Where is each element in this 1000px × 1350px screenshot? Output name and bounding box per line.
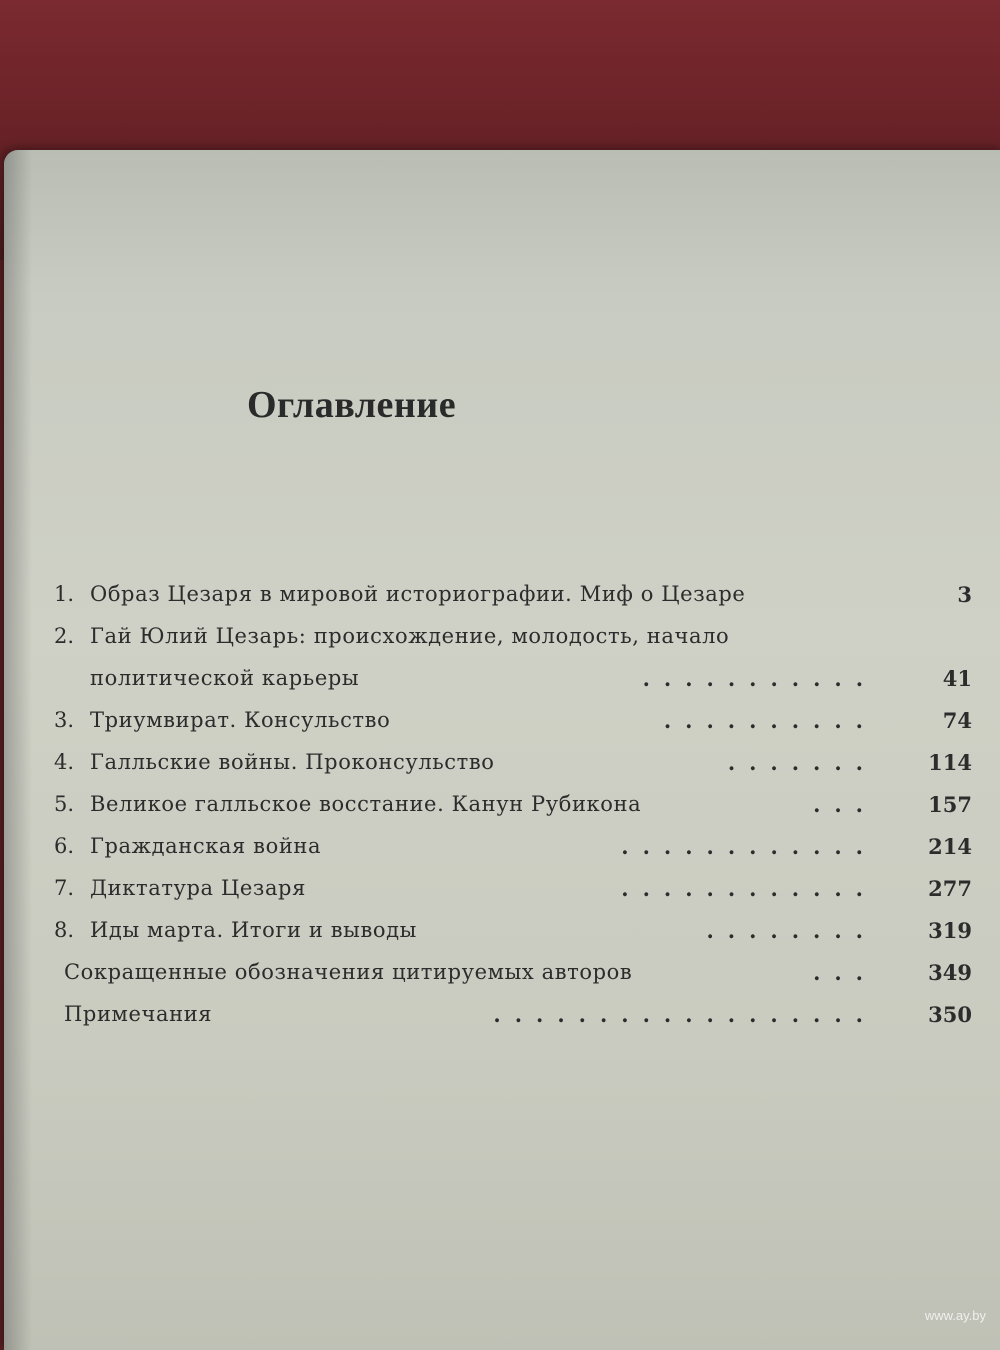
entry-title-continued: политической карьеры [90, 666, 360, 690]
entry-title: Образ Цезаря в мировой историографии. Миф о Цезаре [90, 582, 746, 606]
dot-leader: ............ [621, 876, 877, 901]
entry-number: 6. [54, 834, 75, 858]
dot-leader: ........... [642, 666, 877, 691]
entry-page: 349 [928, 960, 972, 985]
toc-entry-2 [54, 622, 972, 706]
toc-entry-notes [54, 1000, 972, 1042]
entry-title: Гражданская война [90, 834, 322, 858]
entry-title: Иды марта. Итоги и выводы [90, 918, 417, 942]
entry-number: 5. [54, 792, 75, 816]
toc-entry-3 [54, 706, 972, 748]
toc-entry-6 [54, 832, 972, 874]
dot-leader: ....... [727, 750, 877, 775]
toc-entry-7 [54, 874, 972, 916]
entry-page: 350 [928, 1002, 972, 1027]
entry-number: 7. [54, 876, 75, 900]
toc-entry-4 [54, 748, 972, 790]
entry-page: 41 [942, 666, 972, 691]
table-of-contents [54, 580, 972, 1042]
entry-number: 4. [54, 750, 75, 774]
entry-title: Триумвират. Консульство [90, 708, 391, 732]
entry-page: 277 [928, 876, 972, 901]
entry-number: 8. [54, 918, 75, 942]
dot-leader: ... [813, 792, 877, 817]
toc-entry-8 [54, 916, 972, 958]
entry-title: Галльские войны. Проконсульство [90, 750, 495, 774]
dot-leader: .................. [493, 1002, 877, 1027]
entry-page: 74 [942, 708, 972, 733]
book-page [4, 150, 1000, 1350]
entry-page: 214 [928, 834, 972, 859]
entry-title: Великое галльское восстание. Канун Рубикона [90, 792, 642, 816]
entry-page: 319 [928, 918, 972, 943]
entry-title: Примечания [64, 1002, 213, 1026]
entry-number: 1. [54, 582, 75, 606]
entry-page: 3 [957, 582, 972, 607]
entry-page: 157 [928, 792, 972, 817]
toc-entry-1 [54, 580, 972, 622]
entry-title: Диктатура Цезаря [90, 876, 306, 900]
dot-leader: ............ [621, 834, 877, 859]
entry-number: 2. [54, 624, 75, 648]
site-watermark: www.ay.by [924, 1308, 986, 1323]
entry-title: Гай Юлий Цезарь: происхождение, молодость, начало [90, 624, 730, 648]
entry-page: 114 [928, 750, 972, 775]
dot-leader: ........ [706, 918, 877, 943]
dot-leader: .......... [663, 708, 877, 733]
toc-entry-abbreviations [54, 958, 972, 1000]
entry-number: 3. [54, 708, 75, 732]
entry-title: Сокращенные обозначения цитируемых авторов [64, 960, 633, 984]
dot-leader: ... [813, 960, 877, 985]
toc-entry-5 [54, 790, 972, 832]
page-title: Оглавление [247, 384, 457, 426]
